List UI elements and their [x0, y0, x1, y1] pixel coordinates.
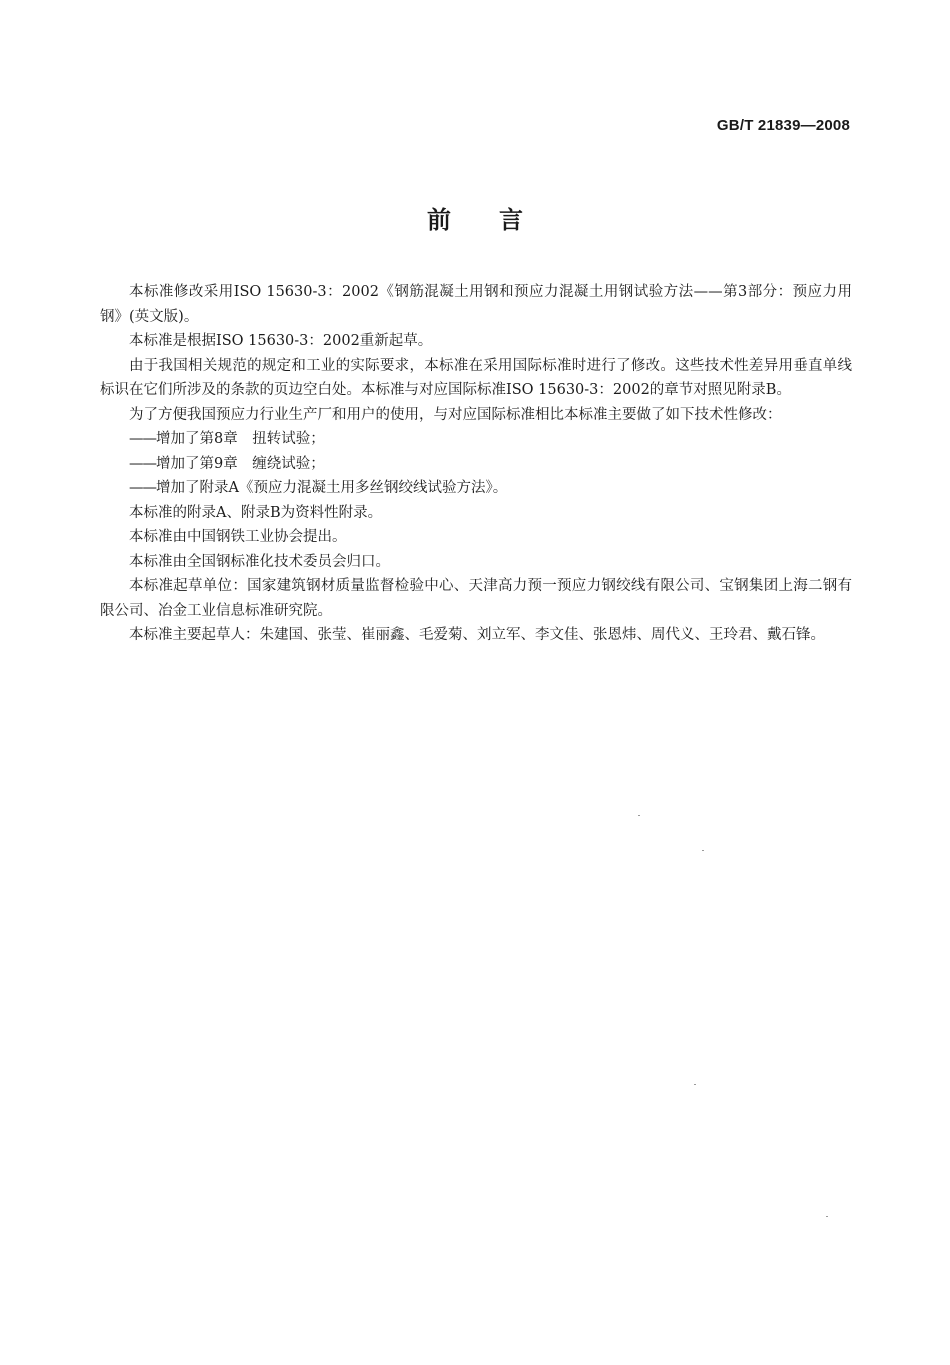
- change-text: 增加了附录A《预应力混凝土用多丝钢绞线试验方法》。: [156, 480, 508, 496]
- change-item: [100, 476, 852, 501]
- paragraph-technical-changes: 为了方便我国预应力行业生产厂和用户的使用，与对应国际标准相比本标准主要做了如下技术性修改：: [129, 406, 782, 423]
- paragraph-adoption: 本标准修改采用ISO 15630-3：2002《钢筋混凝土用钢和预应力混凝土用钢试验方法——第3部分：预应力用钢》(英文版)。: [100, 284, 852, 325]
- foreword-body: [100, 280, 852, 648]
- paragraph-drafters: 本标准主要起草人：朱建国、张莹、崔丽鑫、毛爱菊、刘立军、李文佳、张恩炜、周代义、王玲君、戴石锋。: [129, 627, 825, 643]
- page-title: 前言: [427, 206, 571, 234]
- change-text: 增加了第9章 缠绕试验；: [156, 455, 325, 472]
- scan-speck: [702, 850, 704, 851]
- paragraph-proposer: 本标准由中国钢铁工业协会提出。: [129, 529, 347, 545]
- standard-code: GB/T 21839—2008: [716, 117, 850, 134]
- list-dash: ——: [129, 431, 156, 447]
- scan-speck: [694, 1084, 696, 1085]
- list-dash: ——: [129, 455, 156, 472]
- change-item: [100, 427, 852, 452]
- paragraph-centralized: 本标准由全国钢标准化技术委员会归口。: [129, 553, 390, 570]
- paragraph-annexes: 本标准的附录A、附录B为资料性附录。: [129, 504, 383, 521]
- paragraph-redrafted: 本标准是根据ISO 15630-3：2002重新起草。: [129, 333, 433, 349]
- scan-speck: [826, 1216, 828, 1217]
- list-dash: ——: [129, 480, 156, 496]
- paragraph-modifications: 由于我国相关规范的规定和工业的实际要求，本标准在采用国际标准时进行了修改。这些技术性差异用垂直单线标识在它们所涉及的条款的页边空白处。本标准与对应国际标准ISO 15630-3：2002的章节对照见附录B。: [100, 357, 852, 398]
- change-item: [100, 452, 852, 477]
- paragraph-drafting-units: 本标准起草单位：国家建筑钢材质量监督检验中心、天津高力预一预应力钢绞线有限公司、宝钢集团上海二钢有限公司、冶金工业信息标准研究院。: [100, 578, 852, 619]
- change-text: 增加了第8章 扭转试验；: [156, 431, 325, 447]
- scan-speck: [638, 815, 640, 816]
